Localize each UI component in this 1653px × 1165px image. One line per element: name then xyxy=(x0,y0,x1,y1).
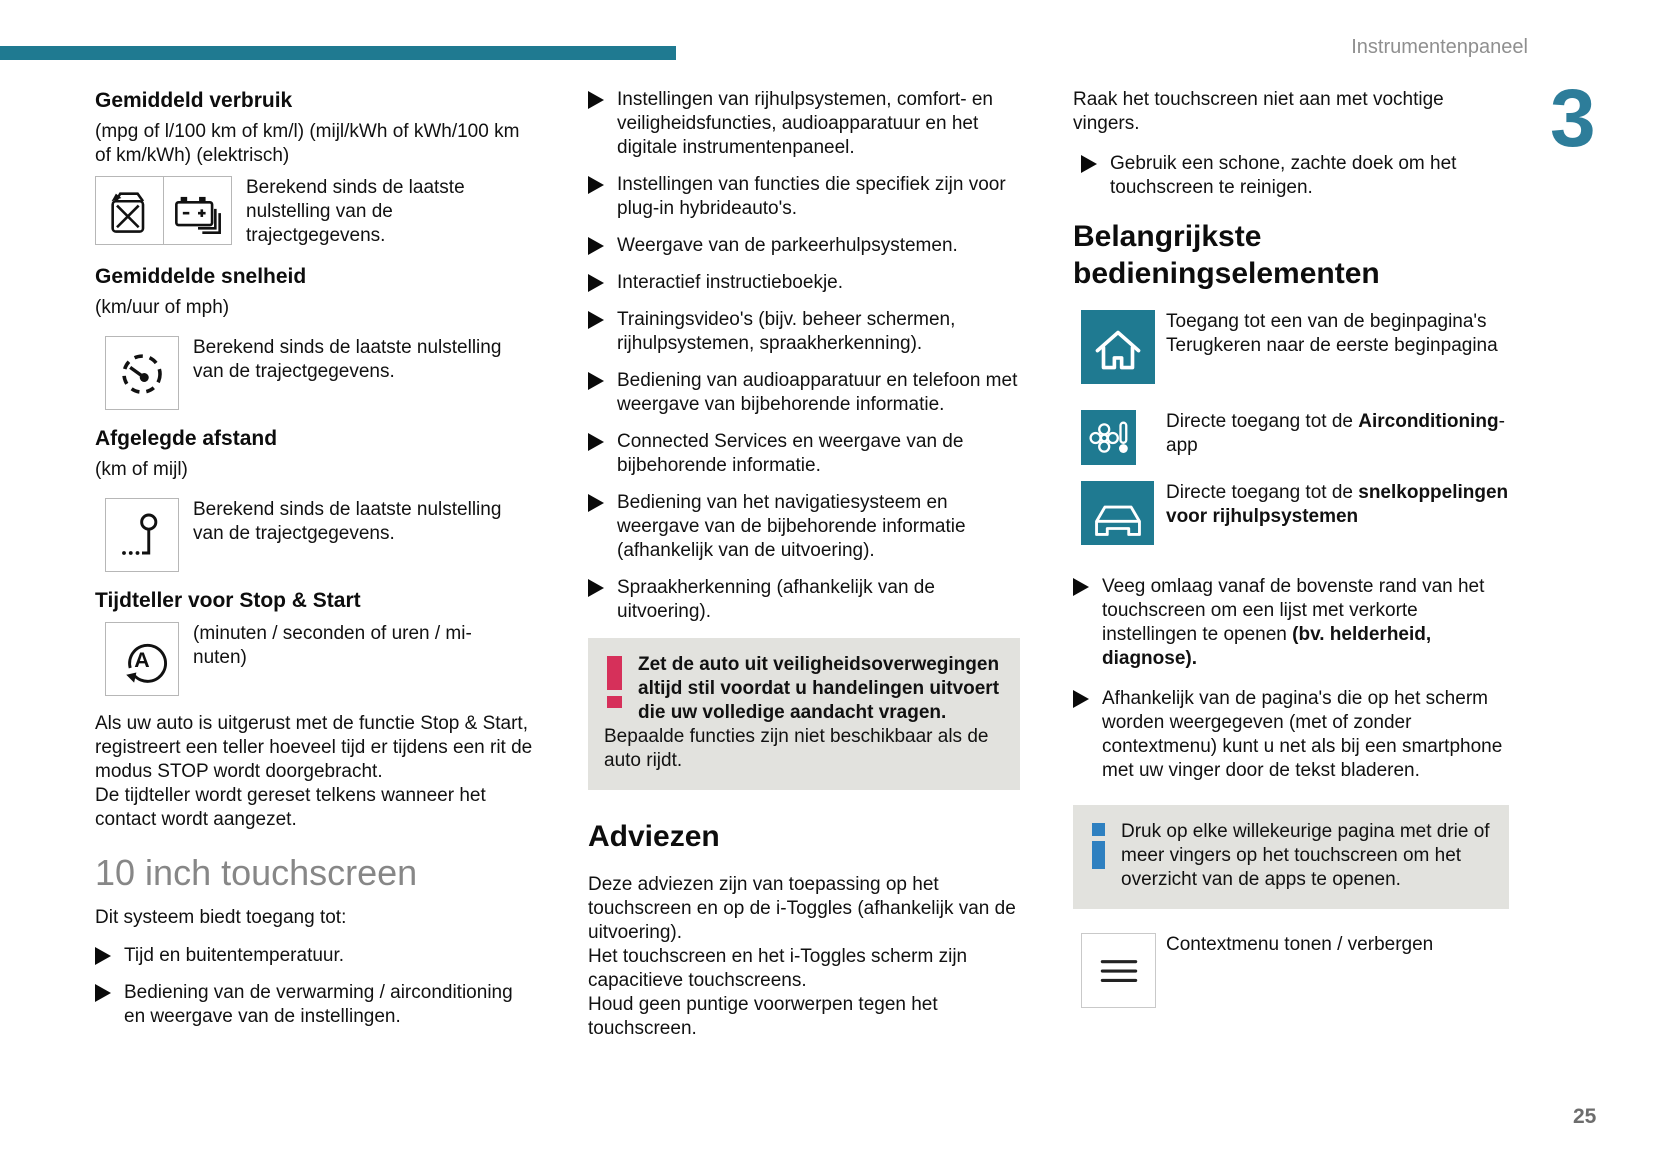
list-item xyxy=(1073,575,1509,671)
list-item xyxy=(588,369,1020,417)
list-item xyxy=(588,88,1020,160)
airconditioning-icon xyxy=(1081,410,1136,465)
control-row-driving-aids xyxy=(1073,481,1509,545)
context-menu-row xyxy=(1073,933,1509,1008)
avg-consumption-caption: Berekend sinds de laatste nulstelling van de trajectgegevens. xyxy=(246,177,465,246)
stop-start-row xyxy=(105,622,535,696)
bullet-triangle xyxy=(588,91,604,109)
bullet-triangle xyxy=(95,947,111,965)
chapter-number: 3 xyxy=(1550,73,1596,164)
info-note-text: Druk op elke willekeurige pagina met drie of meer vingers op het touchscreen om het overzicht van de apps te openen. xyxy=(1121,821,1490,890)
list-item-text: Spraakherkenning (afhankelijk van de uitvoering). xyxy=(617,577,935,622)
list-item-text: Veeg omlaag vanaf de bovenste rand van het touchscreen om een lijst met verkorte instellingen te openen (bv. helderheid, diagnose). xyxy=(1102,576,1485,669)
stop-start-paragraph-2: De tijdteller wordt gereset telkens wanneer het contact wordt aangezet. xyxy=(95,785,486,830)
advice-paragraph-1: Deze adviezen zijn van toepassing op het touchscreen en op de i-Toggles (afhankelijk van de uitvoering). xyxy=(588,874,1016,943)
touchscreen-warning-intro: Raak het touchscreen niet aan met vochtige vingers. xyxy=(1073,89,1444,134)
list-item xyxy=(588,271,1020,295)
avg-speed-row xyxy=(105,336,535,410)
section-title-avg-speed: Gemiddelde snelheid xyxy=(95,265,307,288)
speedometer-icon xyxy=(105,336,179,410)
bullet-triangle xyxy=(1073,690,1089,708)
touchscreen-intro: Dit systeem biedt toegang tot: xyxy=(95,907,347,928)
list-item xyxy=(95,944,535,968)
control-row-airco xyxy=(1073,410,1509,465)
section-title-stop-start: Tijdteller voor Stop & Start xyxy=(95,589,361,612)
warning-note-box xyxy=(588,638,1020,790)
advice-paragraph-2: Het touchscreen en het i-Toggles scherm zijn capacitieve touchscreens. xyxy=(588,946,968,991)
control-caption: Directe toegang tot de snelkoppelingen voor rijhulpsystemen xyxy=(1166,482,1509,527)
list-item-text: Instellingen van rijhulpsystemen, comfort- en veiligheidsfuncties, audioapparatuur en het digitale instrumentenpaneel. xyxy=(617,89,993,158)
list-item-text: Weergave van de parkeerhulpsystemen. xyxy=(617,235,958,256)
caption-text: Directe toegang tot de xyxy=(1166,411,1359,432)
section-title-distance: Afgelegde afstand xyxy=(95,427,278,450)
running-header: Instrumentenpaneel xyxy=(1351,36,1528,58)
car-icon xyxy=(1081,481,1154,545)
list-item xyxy=(1073,687,1509,783)
fuel-can-icon xyxy=(95,176,164,245)
menu-hamburger-icon xyxy=(1081,933,1156,1008)
list-item-text: Bediening van het navigatiesysteem en weergave van de bijbehorende informatie (afhankelijk van de uitvoering). xyxy=(617,492,966,561)
list-item xyxy=(95,981,535,1029)
home-icon xyxy=(1081,310,1155,384)
warning-bold-text: Zet de auto uit veiligheidsoverwegingen altijd stil voordat u handelingen uitvoert die uw volledige aandacht vragen. xyxy=(638,654,1000,723)
bullet-triangle xyxy=(588,579,604,597)
bullet-triangle xyxy=(1081,155,1097,173)
distance-row xyxy=(105,498,535,572)
list-item xyxy=(588,430,1020,478)
bullet-triangle xyxy=(588,176,604,194)
avg-consumption-units: (mpg of l/100 km of km/l) (mijl/kWh of kWh/100 km of km/kWh) (elektrisch) xyxy=(95,121,520,166)
distance-units: (km of mijl) xyxy=(95,459,188,480)
avg-speed-caption: Berekend sinds de laatste nulstelling van de trajectgegevens. xyxy=(193,337,502,382)
section-title-avg-consumption: Gemiddeld verbruik xyxy=(95,89,293,112)
section-title-main-controls: Belangrijkste bedieningselementen xyxy=(1073,220,1380,290)
bullet-triangle xyxy=(588,433,604,451)
page-number: 25 xyxy=(1573,1105,1597,1128)
bullet-triangle xyxy=(1073,578,1089,596)
list-item-text: Bediening van de verwarming / airconditioning en weergave van de instellingen. xyxy=(124,982,513,1027)
route-distance-icon xyxy=(105,498,179,572)
bullet-triangle xyxy=(588,494,604,512)
section-title-advice: Adviezen xyxy=(588,820,720,853)
column-left xyxy=(95,88,535,1042)
list-item xyxy=(588,576,1020,624)
control-row-home xyxy=(1073,310,1509,384)
warning-normal-text: Bepaalde functies zijn niet beschikbaar als de auto rijdt. xyxy=(604,726,989,771)
list-item-text: Trainingsvideo's (bijv. beheer schermen, rijhulpsystemen, spraakherkenning). xyxy=(617,309,956,354)
stop-start-caption: (minuten / seconden of uren / mi-nuten) xyxy=(193,623,472,668)
bullet-triangle xyxy=(588,237,604,255)
advice-paragraph-3: Houd geen puntige voorwerpen tegen het touchscreen. xyxy=(588,994,938,1039)
column-middle xyxy=(588,88,1020,1041)
list-item-text: Gebruik een schone, zachte doek om het touchscreen te reinigen. xyxy=(1110,153,1457,198)
list-item xyxy=(588,234,1020,258)
avg-consumption-row xyxy=(95,176,535,248)
caption-text: Directe toegang tot de xyxy=(1166,482,1359,503)
info-note-box xyxy=(1073,805,1509,909)
list-item-text: Afhankelijk van de pagina's die op het scherm worden weergegeven (met of zonder contextmenu) kunt u net als bij een smartphone met uw vinger door de tekst bladeren. xyxy=(1102,688,1503,781)
stop-start-paragraph-1: Als uw auto is uitgerust met de functie Stop & Start, registreert een teller hoeveel tijd er tijdens een rit de modus STOP wordt doorgebracht. xyxy=(95,713,533,782)
avg-speed-units: (km/uur of mph) xyxy=(95,297,230,318)
warning-exclamation-icon xyxy=(607,656,622,708)
svg-text:A: A xyxy=(134,647,150,672)
bullet-triangle xyxy=(95,984,111,1002)
list-item-text: Instellingen van functies die specifiek zijn voor plug-in hybrideauto's. xyxy=(617,174,1006,219)
caption-text: Toegang tot een van de beginpagina's Terugkeren naar de eerste beginpagina xyxy=(1166,311,1498,356)
list-item xyxy=(588,491,1020,563)
list-item xyxy=(1081,152,1509,200)
section-title-touchscreen: 10 inch touchscreen xyxy=(95,852,418,893)
list-item-text: Tijd en buitentemperatuur. xyxy=(124,945,345,966)
control-caption: Directe toegang tot de Airconditioning-app xyxy=(1166,411,1505,456)
chapter-accent-bar xyxy=(0,46,676,60)
bullet-triangle xyxy=(588,274,604,292)
bullet-triangle xyxy=(588,372,604,390)
list-item-text: Bediening van audioapparatuur en telefoon met weergave van bijbehorende informatie. xyxy=(617,370,1018,415)
stop-start-icon xyxy=(105,622,179,696)
control-caption xyxy=(1166,310,1509,358)
distance-caption: Berekend sinds de laatste nulstelling van de trajectgegevens. xyxy=(193,499,502,544)
list-item-text: Connected Services en weergave van de bijbehorende informatie. xyxy=(617,431,964,476)
column-right xyxy=(1073,88,1509,1024)
battery-icon xyxy=(163,176,232,245)
list-item xyxy=(588,308,1020,356)
list-item xyxy=(588,173,1020,221)
context-menu-label: Contextmenu tonen / verbergen xyxy=(1166,934,1434,955)
info-icon xyxy=(1092,823,1105,869)
bullet-triangle xyxy=(588,311,604,329)
list-item-text: Interactief instructieboekje. xyxy=(617,272,844,293)
